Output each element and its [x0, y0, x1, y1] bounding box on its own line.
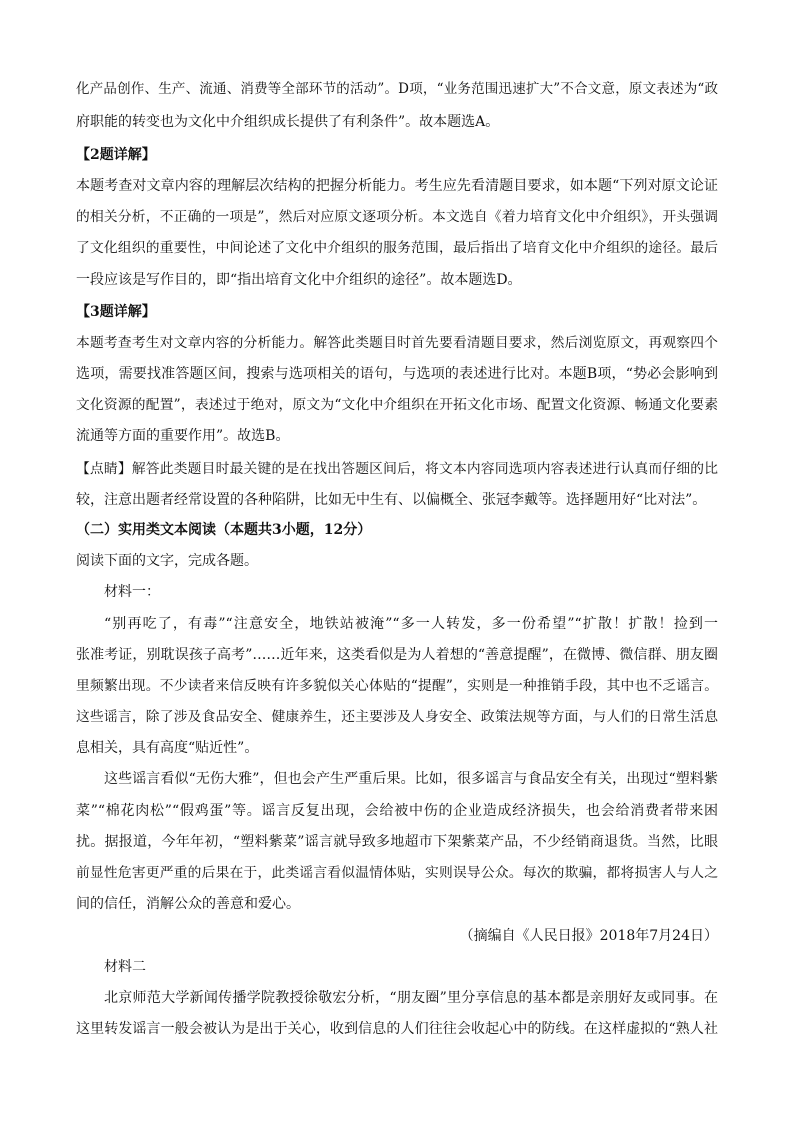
section-heading: 【2题详解】: [76, 147, 156, 163]
text-line: 文化资源的配置”，表述过于绝对，原文为“文化中介组织在开拓文化市场、配置文化资源、畅通文化要素: [76, 397, 718, 413]
text-line: 菜”“棉花肉松”“假鸡蛋”等。谣言反复出现，会给被中伤的企业造成经济损失，也会给消费者带来困: [76, 803, 718, 819]
text-line: 较，注意出题者经常设置的各种陷阱，比如无中生有、以偏概全、张冠李戴等。选择题用好“比对法”。: [76, 492, 707, 508]
section-heading: 【3题详解】: [76, 304, 156, 320]
text-line: 里频繁出现。不少读者来信反映有许多貌似关心体贴的“提醒”，实则是一种推销手段，其中也不乏谣言。: [76, 678, 718, 694]
section-heading: （二）实用类文本阅读（本题共3小题，12分）: [76, 522, 372, 538]
text-line: 一段应该是写作目的，即“指出培育文化中介组织的途径”。故本题选D。: [76, 272, 522, 288]
text-line: 这里转发谣言一般会被认为是出于关心，收到信息的人们往往会收起心中的防线。在这样虚拟的“熟人社: [76, 1021, 718, 1037]
source-citation: （摘编自《人民日报》2018年7月24日）: [459, 928, 718, 944]
text-line: 选项，需要找准答题区间，搜索与选项相关的语句，与选项的表述进行比对。本题B项，“势必会影响到: [76, 366, 718, 382]
text-line: 阅读下面的文字，完成各题。: [76, 553, 258, 569]
text-line: 的相关分析，不正确的一项是”，然后对应原文逐项分析。本文选自《着力培育文化中介组织》，开头强调: [76, 209, 718, 225]
text-line: 前显性危害更严重的后果在于，此类谣言看似温情体贴，实则误导公众。每次的欺骗，都将损害人与人之: [76, 865, 718, 881]
text-line: 了文化组织的重要性，中间论述了文化中介组织的服务范围，最后指出了培育文化中介组织的途径。最后: [76, 240, 718, 256]
text-line: 扰。据报道，今年年初，“塑料紫菜”谣言就导致多地超市下架紫菜产品，不少经销商退货。当然，比眼: [76, 834, 718, 850]
text-line: 息相关，具有高度“贴近性”。: [76, 740, 259, 756]
text-line: 张准考证，别耽误孩子高考”……近年来，这类看似是为人着想的“善意提醒”，在微博、微信群、朋友圈: [76, 647, 718, 663]
text-line: 间的信任，消解公众的善意和爱心。: [76, 896, 300, 912]
text-line: 【点睛】解答此类题目时最关键的是在找出答题区间后，将文本内容同选项内容表述进行认真而仔细的比: [76, 461, 718, 477]
text-line: 北京师范大学新闻传播学院教授徐敬宏分析，“朋友圈”里分享信息的基本都是亲朋好友或同事。在: [104, 990, 718, 1006]
material-label: 材料二: [104, 959, 146, 975]
text-line: “别再吃了，有毒”“注意安全，地铁站被淹”“多一人转发，多一份希望”“扩散！扩散！捡到一: [104, 616, 718, 632]
text-line: 流通等方面的重要作用”。故选B。: [76, 428, 290, 444]
text-line: 本题考查考生对文章内容的分析能力。解答此类题目时首先要看清题目要求，然后浏览原文，再观察四个: [76, 335, 718, 351]
text-line: 化产品创作、生产、流通、消费等全部环节的活动”。D项，“业务范围迅速扩大”不合文意，原文表述为“政: [76, 81, 718, 97]
material-label: 材料一：: [104, 584, 160, 600]
text-line: 本题考查对文章内容的理解层次结构的把握分析能力。考生应先看清题目要求，如本题“下列对原文论证: [76, 178, 718, 194]
text-line: 府职能的转变也为文化中介组织成长提供了有利条件”。故本题选A。: [76, 114, 500, 130]
text-line: 这些谣言，除了涉及食品安全、健康养生，还主要涉及人身安全、政策法规等方面，与人们的日常生活息: [76, 709, 718, 725]
text-line: 这些谣言看似“无伤大雅”，但也会产生严重后果。比如，很多谣言与食品安全有关，出现过“塑料紫: [104, 771, 718, 787]
